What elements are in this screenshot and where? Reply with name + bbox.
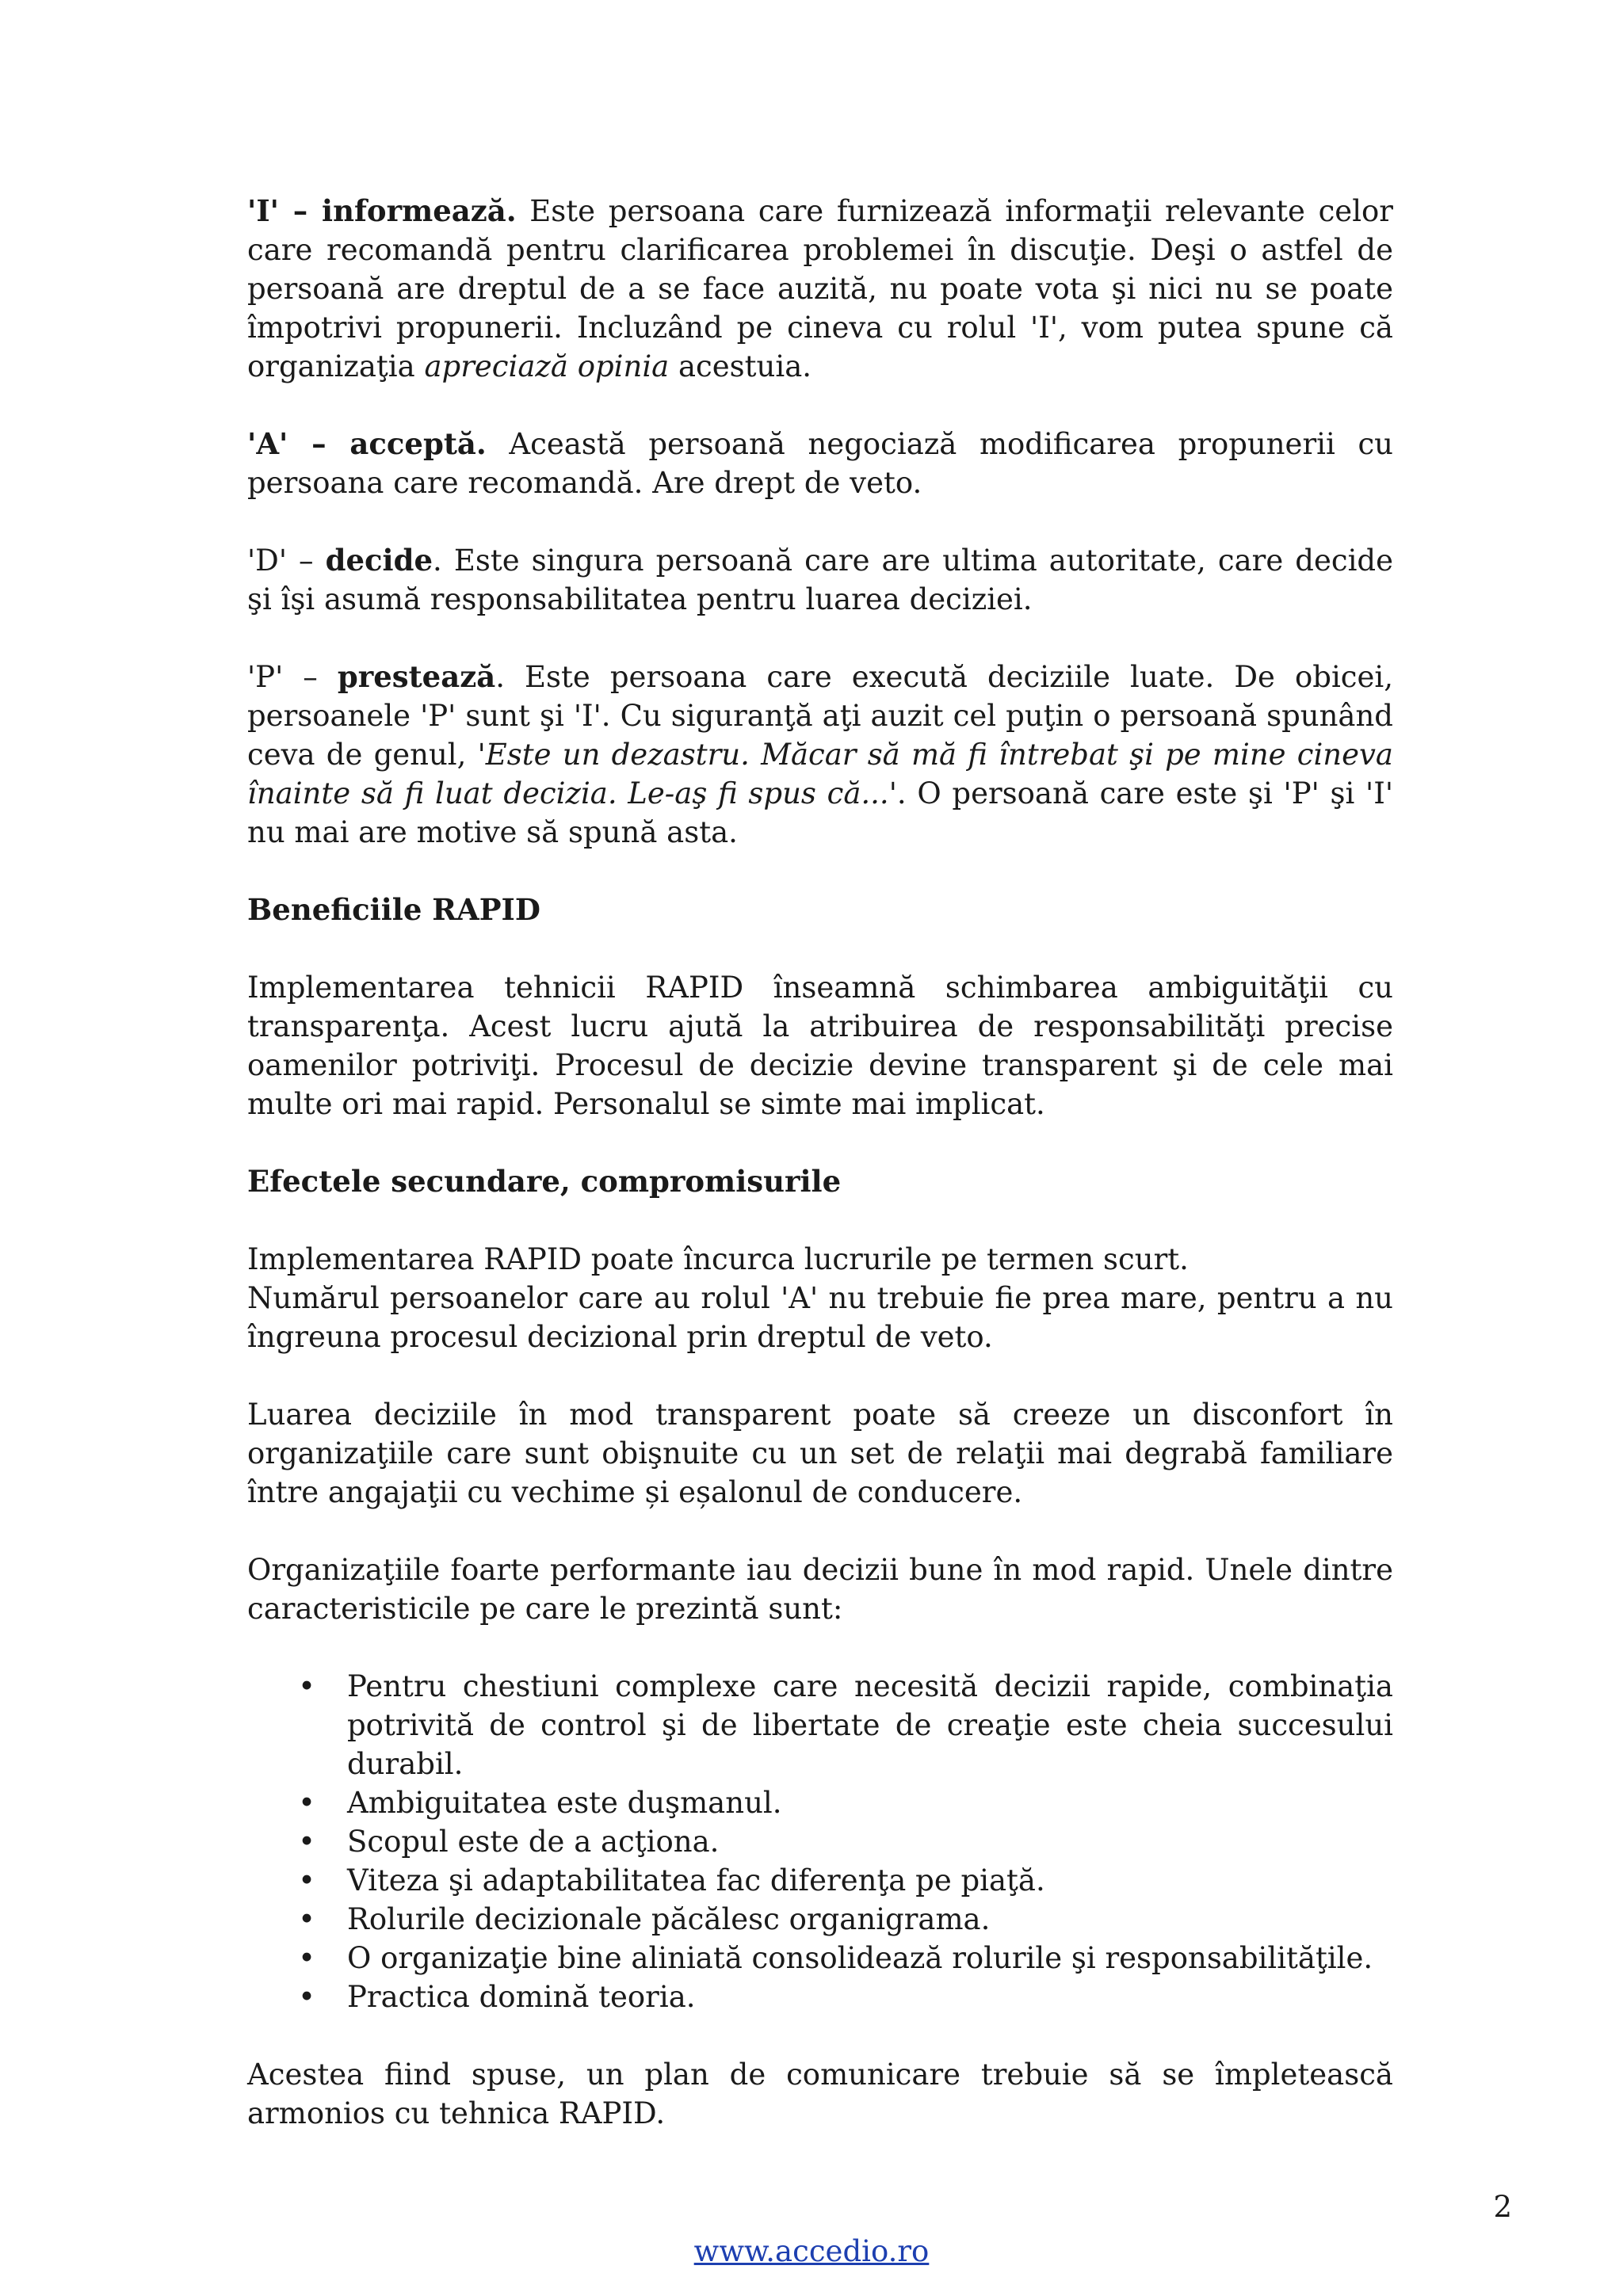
side-effects-line-1: Implementarea RAPID poate încurca lucrurile pe termen scurt. [247, 1242, 1189, 1276]
role-i-paragraph [247, 192, 1393, 386]
role-a-paragraph [247, 425, 1393, 502]
bullet-icon: • [298, 1863, 315, 1897]
side-effects-line-2: Numărul persoanelor care au rolul 'A' nu trebuie fie prea mare, pentru a nu îngreuna procesul decizional prin dreptul de veto. [247, 1281, 1393, 1354]
list-item-text: Pentru chestiuni complexe care necesită decizii rapide, combinaţia potrivită de control şi de libertate de creaţie este cheia succesului durabil. [347, 1669, 1393, 1781]
bullet-icon: • [298, 1941, 315, 1975]
benefits-heading: Beneficiile RAPID [247, 892, 540, 927]
role-p-text-end: '. O persoană care este şi 'P' şi 'I' nu mai are motive să spună asta. [247, 776, 1393, 849]
role-p-paragraph [247, 658, 1393, 852]
list-item [247, 1978, 1393, 2016]
list-item [247, 1861, 1393, 1900]
side-effects-heading: Efectele secundare, compromisurile [247, 1164, 842, 1199]
role-i-text-end: acestuia. [669, 349, 812, 383]
role-p-label: prestează [337, 659, 496, 694]
list-item-text: Viteza şi adaptabilitatea fac diferenţa pe piaţă. [347, 1863, 1045, 1897]
role-p-text: . Este persoana care execută deciziile luate. De obicei, persoanele 'P' sunt şi 'I'. Cu siguranţă aţi auzit cel puţin o persoană spunând ceva de genul, [247, 660, 1393, 772]
list-item [247, 1667, 1393, 1783]
role-d-text: . Este singura persoană care are ultima autoritate, care decide şi îşi asumă responsabilitatea pentru luarea deciziei. [247, 543, 1394, 616]
footer-website-link[interactable]: www.accedio.ro [693, 2234, 930, 2268]
role-a-label: 'A' – acceptă. [247, 426, 487, 461]
characteristics-list [247, 1667, 1393, 2016]
role-d-prefix: 'D' – [247, 543, 326, 578]
role-p-prefix: 'P' – [247, 660, 338, 694]
list-item [247, 1822, 1393, 1861]
benefits-paragraph: Implementarea tehnicii RAPID înseamnă schimbarea ambiguităţii cu transparenţa. Acest lucru ajută la atribuirea de responsabilităţi precise oamenilor potriviţi. Procesul de decizie devine transparent şi de cele mai multe ori mai rapid. Personalul se simte mai implicat. [247, 971, 1393, 1121]
list-item [247, 1900, 1393, 1939]
bullet-icon: • [298, 1669, 315, 1703]
bullet-icon: • [298, 1902, 315, 1936]
role-i-text: Este persoana care furnizează informaţii relevante celor care recomandă pentru clarificarea problemei în discuţie. Deşi o astfel de persoană are dreptul de a se face auzită, nu poate vota şi nici nu se poate împotrivi propunerii. Incluzând pe cineva cu rolul 'I', vom putea spune că organizaţia [247, 194, 1393, 383]
page-content [247, 192, 1393, 2172]
role-a-text: Această persoană negociază modificarea propunerii cu persoana care recomandă. Are drept de veto. [247, 427, 1393, 500]
list-item [247, 1939, 1393, 1978]
role-d-paragraph [247, 541, 1393, 619]
list-item [247, 1783, 1393, 1822]
list-item-text: Scopul este de a acţiona. [347, 1825, 720, 1859]
role-i-emphasis: apreciază opinia [424, 349, 670, 383]
bullet-icon: • [298, 1825, 315, 1859]
conclusion-paragraph: Acestea fiind spuse, un plan de comunicare trebuie să se împletească armonios cu tehnica RAPID. [247, 2058, 1393, 2130]
list-item-text: Practica domină teoria. [347, 1980, 696, 2014]
role-d-label: decide [325, 543, 433, 578]
side-effects-paragraph-2: Luarea deciziile în mod transparent poate să creeze un disconfort în organizaţiile care sunt obişnuite cu un set de relaţii mai degrabă familiare între angajaţii cu vechime și eșalonul de conducere. [247, 1398, 1393, 1509]
list-item-text: Rolurile decizionale păcălesc organigrama. [347, 1902, 991, 1936]
role-i-label: 'I' – informează. [247, 193, 517, 228]
role-p-quote: 'Este un dezastru. Măcar să mă fi întrebat şi pe mine cineva înainte să fi luat decizia. Le-aş fi spus că... [247, 738, 1393, 810]
characteristics-intro: Organizaţiile foarte performante iau decizii bune în mod rapid. Unele dintre caracteristicile pe care le prezintă sunt: [247, 1553, 1393, 1626]
bullet-icon: • [298, 1980, 315, 2014]
bullet-icon: • [298, 1786, 315, 1820]
page-number: 2 [1493, 2190, 1512, 2224]
list-item-text: Ambiguitatea este duşmanul. [347, 1786, 782, 1820]
list-item-text: O organizaţie bine aliniată consolidează rolurile şi responsabilităţile. [347, 1941, 1373, 1975]
